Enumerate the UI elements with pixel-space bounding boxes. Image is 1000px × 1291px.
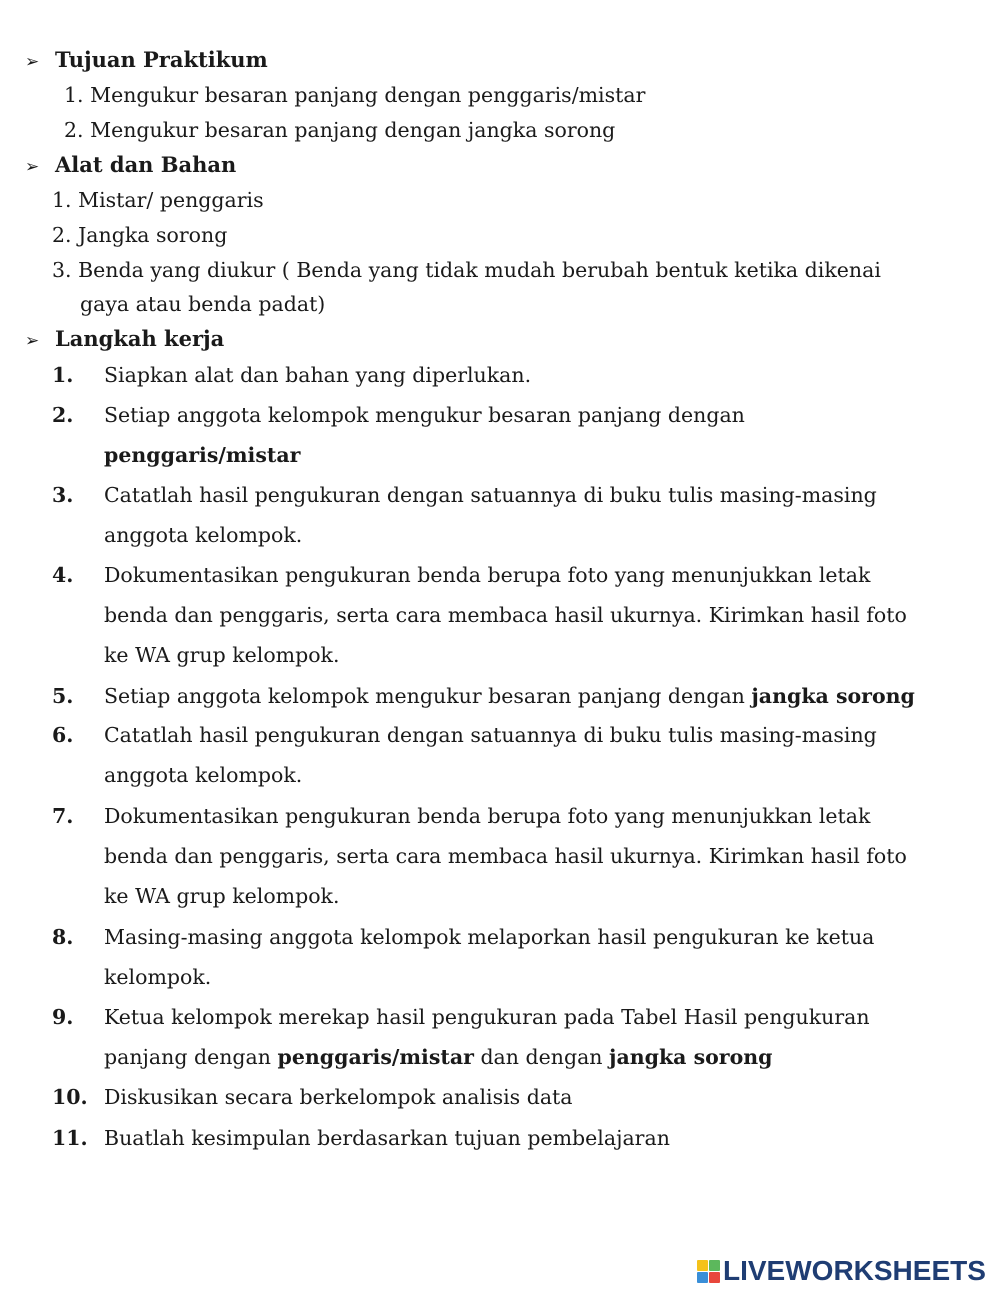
- step-text-line: [104, 1044, 773, 1070]
- liveworksheets-logo-text: LIVEWORKSHEETS: [723, 1255, 986, 1286]
- step-text: Setiap anggota kelompok mengukur besaran panjang dengan: [104, 684, 752, 708]
- alat-item-continued: gaya atau benda padat): [80, 292, 326, 316]
- step-text: Siapkan alat dan bahan yang diperlukan.: [104, 363, 532, 387]
- logo-tile: [709, 1260, 720, 1271]
- step-text: Dokumentasikan pengukuran benda berupa foto yang menunjukkan letak: [104, 804, 871, 828]
- liveworksheets-logo-icon: [697, 1260, 720, 1283]
- step-emphasis: jangka sorong: [609, 1045, 773, 1069]
- step-text: kelompok.: [104, 965, 212, 989]
- step-text: Diskusikan secara berkelompok analisis data: [104, 1085, 573, 1109]
- step-text: Setiap anggota kelompok mengukur besaran panjang dengan: [104, 403, 745, 427]
- step-text: panjang dengan: [104, 1045, 278, 1069]
- step-number: 5.: [52, 684, 74, 708]
- heading-langkah-text: Langkah kerja: [55, 326, 225, 351]
- step-emphasis: jangka sorong: [751, 684, 915, 708]
- heading-tujuan: [25, 47, 268, 75]
- step-emphasis: penggaris/mistar: [104, 443, 301, 467]
- step-text-line: [104, 683, 915, 709]
- step-text: anggota kelompok.: [104, 523, 303, 547]
- step-number: 11.: [52, 1126, 88, 1150]
- heading-alat: [25, 152, 236, 180]
- step-text: anggota kelompok.: [104, 763, 303, 787]
- step-number: 6.: [52, 723, 74, 747]
- step-text: benda dan penggaris, serta cara membaca hasil ukurnya. Kirimkan hasil foto: [104, 844, 907, 868]
- step-number: 9.: [52, 1005, 74, 1029]
- step-text: ke WA grup kelompok.: [104, 884, 340, 908]
- arrow-bullet-icon: ➢: [25, 52, 40, 72]
- step-text: Buatlah kesimpulan berdasarkan tujuan pembelajaran: [104, 1126, 670, 1150]
- alat-item: 1. Mistar/ penggaris: [52, 188, 264, 212]
- step-text: Ketua kelompok merekap hasil pengukuran pada Tabel Hasil pengukuran: [104, 1005, 870, 1029]
- heading-tujuan-text: Tujuan Praktikum: [55, 47, 268, 72]
- heading-alat-text: Alat dan Bahan: [55, 152, 237, 177]
- step-number: 7.: [52, 804, 74, 828]
- logo-tile: [697, 1272, 708, 1283]
- step-text: dan dengan: [473, 1045, 610, 1069]
- step-text: Dokumentasikan pengukuran benda berupa foto yang menunjukkan letak: [104, 563, 871, 587]
- arrow-bullet-icon: ➢: [25, 157, 40, 177]
- arrow-bullet-icon: ➢: [25, 331, 40, 351]
- step-number: 8.: [52, 925, 74, 949]
- step-number: 2.: [52, 403, 74, 427]
- step-text: ke WA grup kelompok.: [104, 643, 340, 667]
- step-number: 4.: [52, 563, 74, 587]
- step-number: 3.: [52, 483, 74, 507]
- step-text-line: [104, 442, 300, 468]
- step-number: 10.: [52, 1085, 88, 1109]
- step-text: benda dan penggaris, serta cara membaca hasil ukurnya. Kirimkan hasil foto: [104, 603, 907, 627]
- logo-tile: [709, 1272, 720, 1283]
- heading-langkah: [25, 326, 224, 354]
- step-emphasis: penggaris/mistar: [277, 1045, 474, 1069]
- step-text: Catatlah hasil pengukuran dengan satuannya di buku tulis masing-masing: [104, 723, 877, 747]
- step-text: Masing-masing anggota kelompok melaporkan hasil pengukuran ke ketua: [104, 925, 875, 949]
- tujuan-item: 1. Mengukur besaran panjang dengan penggaris/mistar: [64, 83, 646, 107]
- liveworksheets-logo: [697, 1255, 986, 1287]
- tujuan-item: 2. Mengukur besaran panjang dengan jangka sorong: [64, 118, 616, 142]
- step-number: 1.: [52, 363, 74, 387]
- logo-tile: [697, 1260, 708, 1271]
- alat-item: 3. Benda yang diukur ( Benda yang tidak mudah berubah bentuk ketika dikenai: [52, 258, 881, 282]
- step-text: Catatlah hasil pengukuran dengan satuannya di buku tulis masing-masing: [104, 483, 877, 507]
- alat-item: 2. Jangka sorong: [52, 223, 228, 247]
